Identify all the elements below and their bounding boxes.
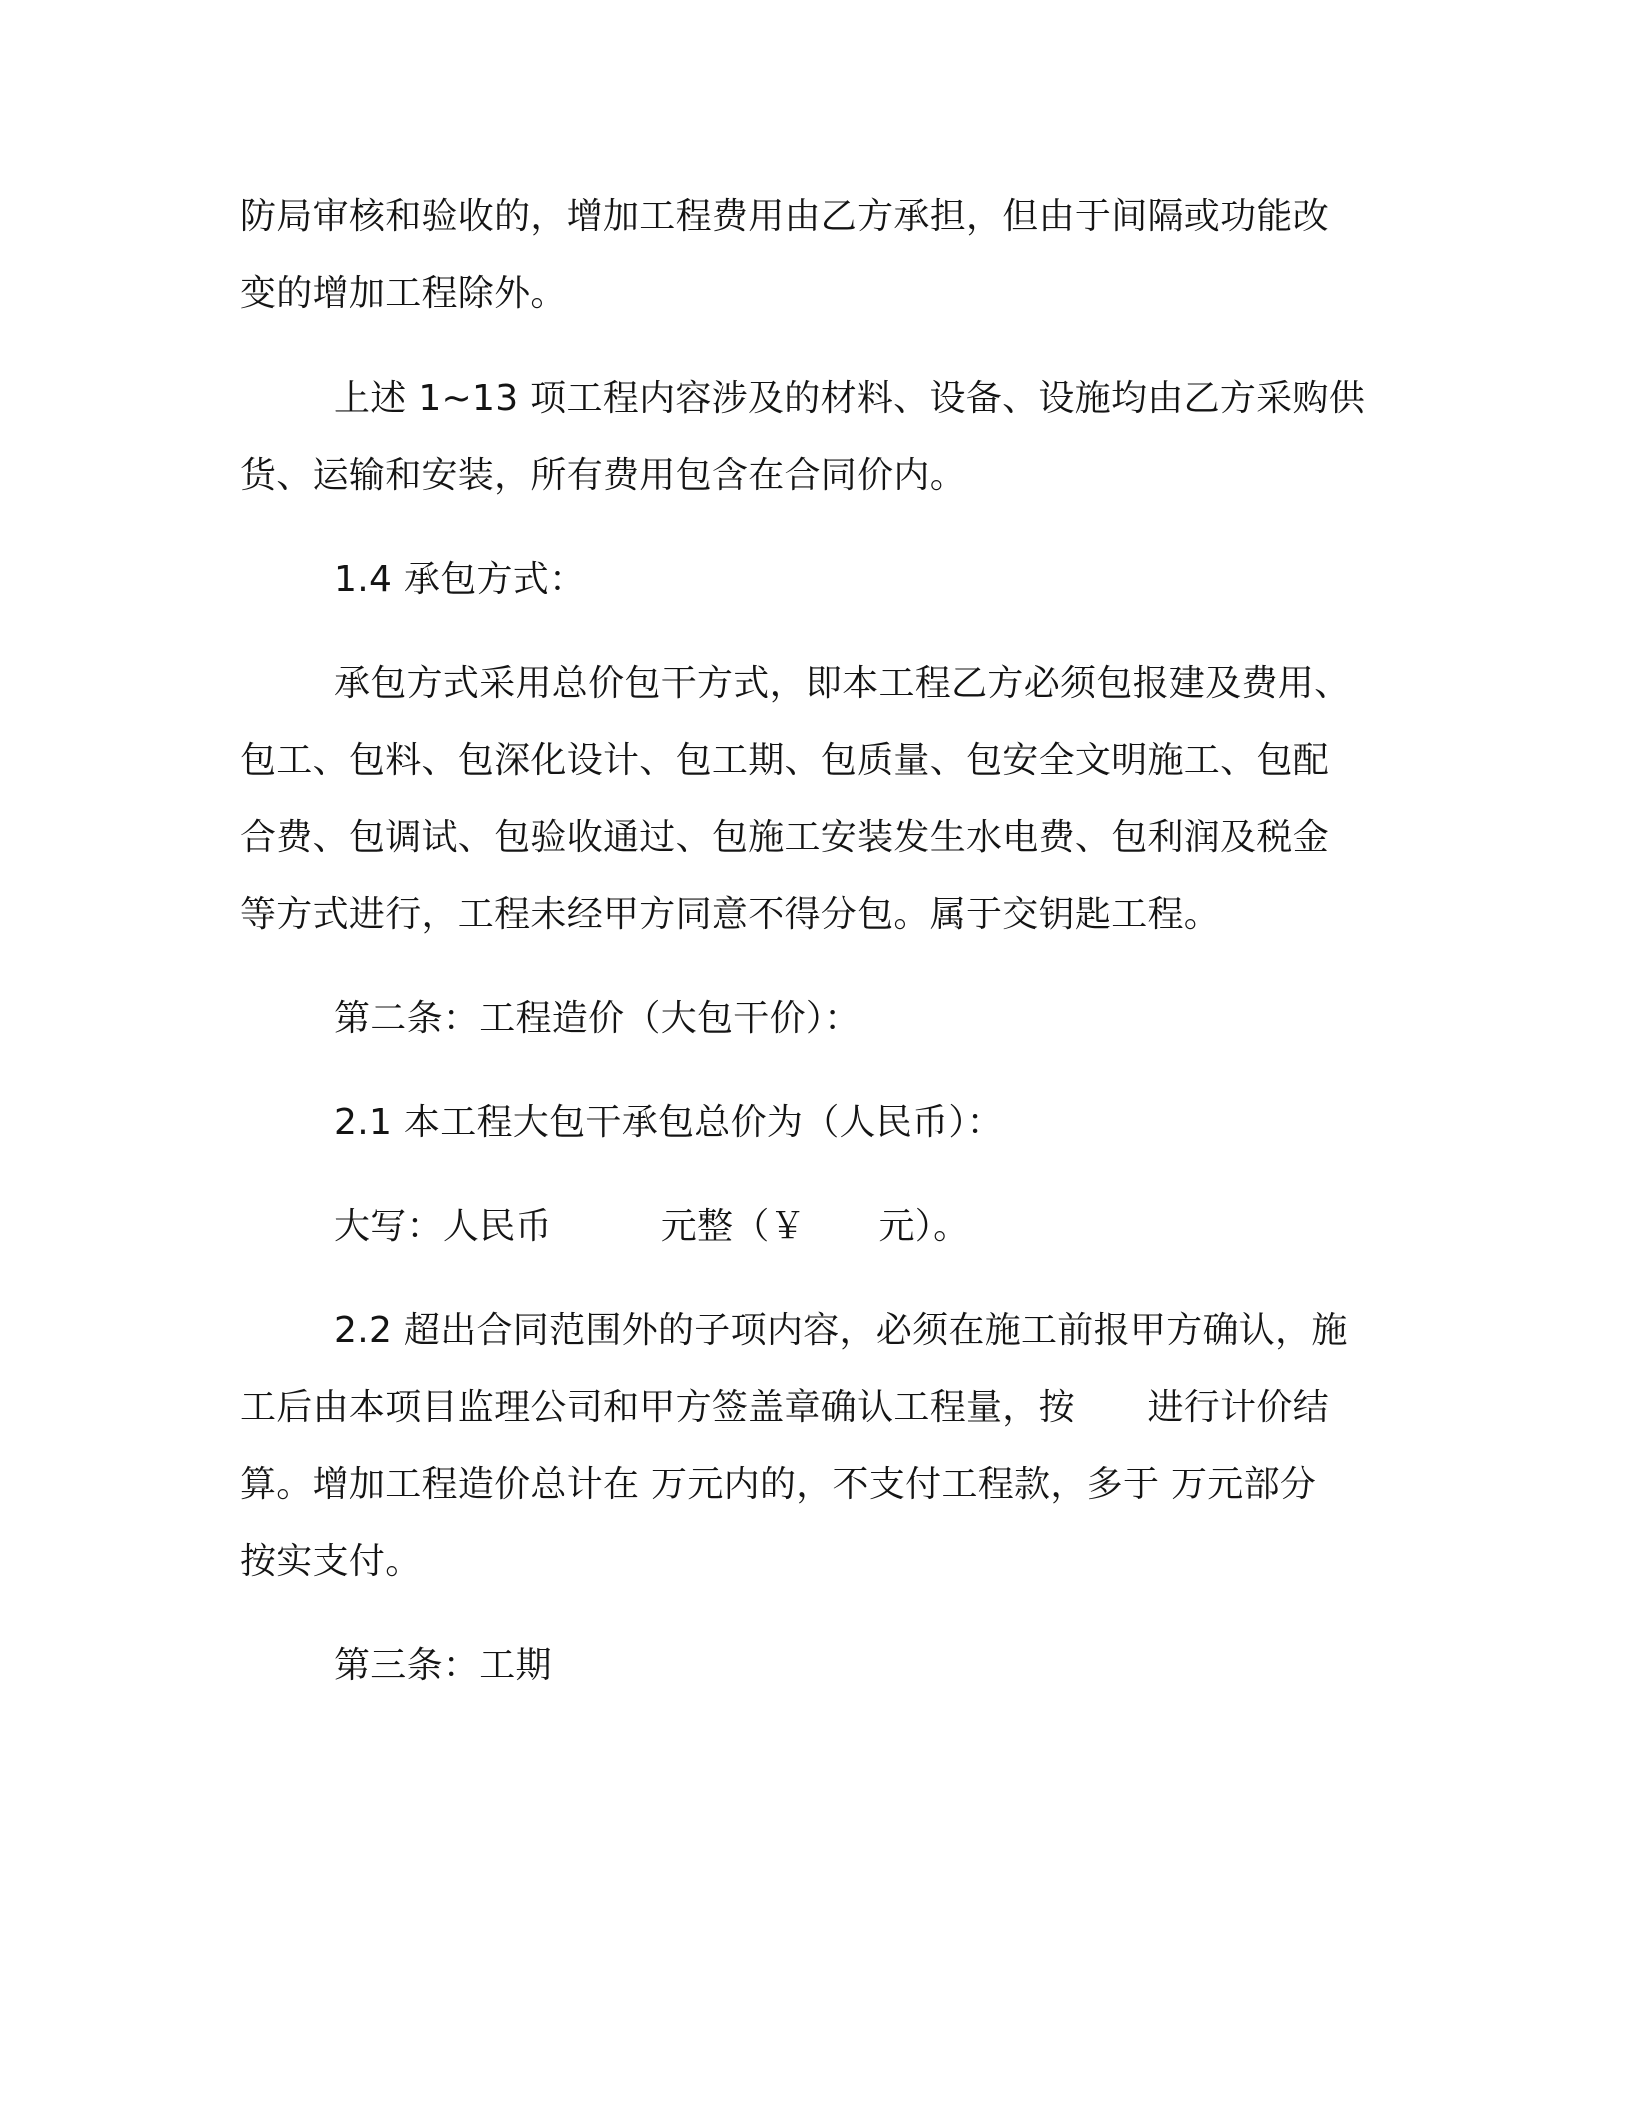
paragraph-line: 承包方式采用总价包干方式，即本工程乙方必须包报建及费用、 bbox=[334, 663, 1351, 704]
paragraph-line: 等方式进行，工程未经甲方同意不得分包。属于交钥匙工程。 bbox=[240, 894, 1221, 935]
paragraph-line: 防局审核和验收的，增加工程费用由乙方承担，但由于间隔或功能改 bbox=[240, 196, 1330, 237]
price-line: 大写：人民币 元整（￥ 元）。 bbox=[334, 1206, 970, 1247]
paragraph-line: 工后由本项目监理公司和甲方签盖章确认工程量，按 进行计价结 bbox=[240, 1387, 1330, 1428]
paragraph-line: 变的增加工程除外。 bbox=[240, 273, 567, 314]
clause-line: 2.1 本工程大包干承包总价为（人民币）： bbox=[334, 1102, 1003, 1143]
paragraph-line: 货、运输和安装，所有费用包含在合同价内。 bbox=[240, 455, 967, 496]
article-heading: 第三条：工期 bbox=[334, 1645, 552, 1686]
section-heading: 1.4 承包方式： bbox=[334, 559, 586, 600]
paragraph-line: 合费、包调试、包验收通过、包施工安装发生水电费、包利润及税金 bbox=[240, 817, 1330, 858]
paragraph-line: 2.2 超出合同范围外的子项内容，必须在施工前报甲方确认，施 bbox=[334, 1310, 1348, 1351]
paragraph-line: 上述 1~13 项工程内容涉及的材料、设备、设施均由乙方采购供 bbox=[334, 378, 1366, 419]
article-heading: 第二条：工程造价（大包干价）： bbox=[334, 998, 861, 1039]
paragraph-line: 包工、包料、包深化设计、包工期、包质量、包安全文明施工、包配 bbox=[240, 740, 1330, 781]
paragraph-line: 算。增加工程造价总计在 万元内的，不支付工程款，多于 万元部分 bbox=[240, 1464, 1317, 1505]
paragraph-line: 按实支付。 bbox=[240, 1541, 422, 1582]
